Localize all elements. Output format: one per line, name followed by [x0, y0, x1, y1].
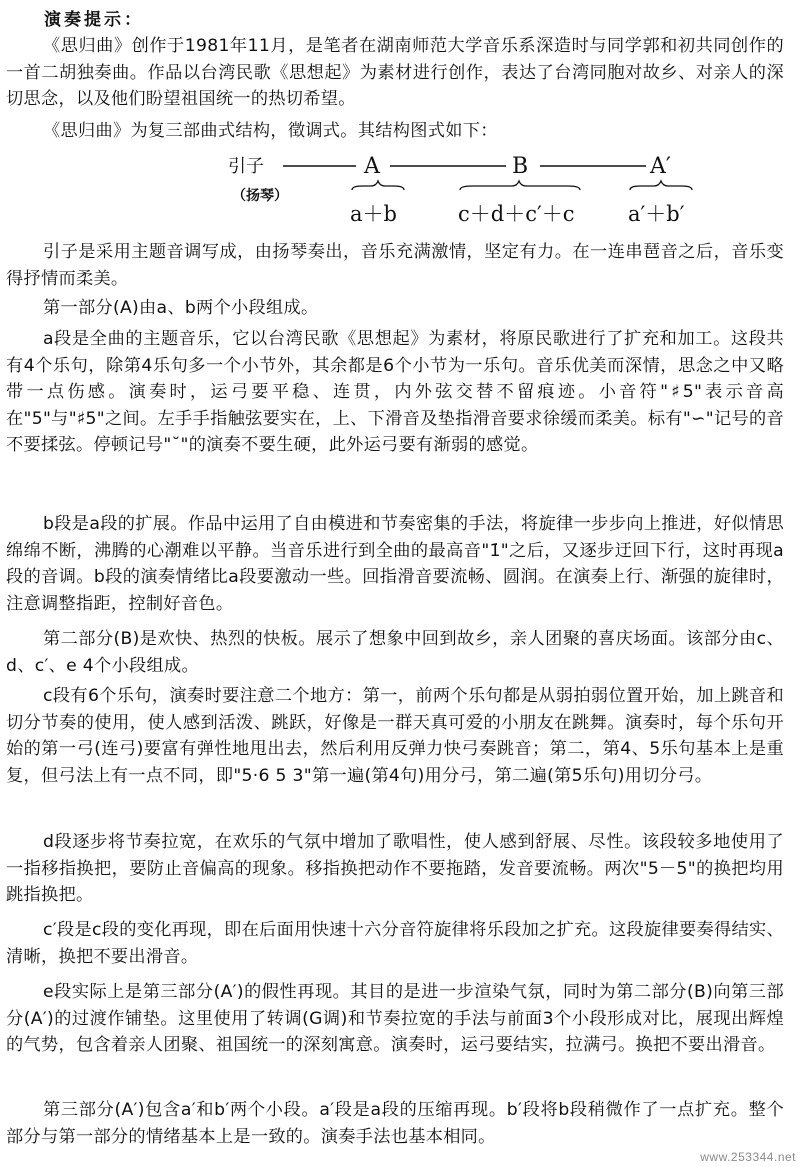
section-a-subsections: a＋b — [350, 202, 397, 226]
section-a-prime-label: A′ — [650, 154, 671, 179]
part-b-paragraph: 第二部分(B)是欢快、热烈的快板。展示了想象中回到故乡，亲人团聚的喜庆场面。该部分由c、d、c′、e 4个小段组成。 — [6, 629, 784, 676]
c-prime-section-paragraph: c′段是c段的变化再现，即在后面用快速十六分音符旋律将乐段加之扩充。这段旋律要奏得结实、清晰，换把不要出滑音。 — [6, 920, 784, 967]
part-a-prime-paragraph: 第三部分(A′)包含a′和b′两个小段。a′段是a段的压缩再现。b′段将b段稍微作了一点扩充。整个部分与第一部分的情绪基本上是一致的。演奏手法也基本相同。 — [6, 1100, 784, 1147]
brace-icon — [352, 181, 404, 190]
section-b-label: B — [512, 154, 529, 179]
brace-icon — [460, 181, 580, 190]
d-section-paragraph: d段逐步将节奏拉宽，在欢乐的气氛中增加了歌唱性，使人感到舒展、尽性。该段较多地使用了一指移指换把，要防止音偏高的现象。移指换把动作不要拖踏，发音要流畅。两次"5－5̇"的换把均用跳指换把。 — [6, 832, 784, 905]
watermark: www.253344.net — [700, 1150, 796, 1164]
intro-instrument-note: （扬琴） — [232, 188, 288, 204]
e-section-paragraph: e段实际上是第三部分(A′)的假性再现。其目的是进一步渲染气氛，同时为第二部分(B)向第三部分(A′)的过渡作铺垫。这里使用了转调(G调)和节奏拉宽的手法与前面3个小段形成对比，展现出辉煌的气势，包含着亲人团聚、祖国统一的深刻寓意。演奏时，运弓要结实，拉满弓。换把不要出滑音。 — [6, 982, 784, 1055]
brace-icon — [630, 181, 692, 190]
intro-paragraph: 《思归曲》创作于1981年11月，是笔者在湖南师范大学音乐系深造时与同学郭和初共同创作的一首二胡独奏曲。作品以台湾民歌《思想起》为素材进行创作，表达了台湾同胞对故乡、对亲人的深切思念，以及他们盼望祖国统一的热切希望。 — [6, 36, 784, 109]
section-a-label: A — [364, 154, 380, 179]
section-a-prime-subsections: a′＋b′ — [628, 202, 685, 226]
intro-label: 引子 — [228, 156, 264, 177]
intro-section-paragraph: 引子是采用主题音调写成，由扬琴奏出，音乐充满激情，坚定有力。在一连串琶音之后，音乐变得抒情而柔美。 — [6, 242, 784, 289]
section-b-subsections: c＋d＋c′＋c — [458, 202, 575, 226]
part-a-paragraph: 第一部分(A)由a、b两个小段组成。 — [43, 298, 319, 318]
form-structure-diagram — [0, 148, 800, 232]
a-section-paragraph: a段是全曲的主题音乐，它以台湾民歌《思想起》为素材，将原民歌进行了扩充和加工。这段共有4个乐句，除第4乐句多一个小节外，其余都是6个小节为一乐句。音乐优美而深情，思念之中又略带一点伤感。演奏时，运弓要平稳、连贯，内外弦交替不留痕迹。小音符"♯5"表示音高在"5"与"♯5"之间。左手手指触弦要实在，上、下滑音及垫指滑音要求徐缓而柔美。标有"∽"记号的音不要揉弦。停顿记号"˘"的演奏不要生硬，此外运弓要有渐弱的感觉。 — [6, 329, 784, 455]
b-section-paragraph: b段是a段的扩展。作品中运用了自由模进和节奏密集的手法，将旋律一步步向上推进，好似情思绵绵不断，沸腾的心潮难以平静。当音乐进行到全曲的最高音"1̇"之后，又逐步迂回下行，这时再现a段的音调。b段的演奏情绪比a段要激动一些。回指滑音要流畅、圆润。在演奏上行、渐强的旋律时，注意调整指距，控制好音色。 — [6, 514, 784, 614]
section-heading: 演奏提示： — [44, 10, 144, 30]
c-section-paragraph: c段有6个乐句，演奏时要注意二个地方：第一，前两个乐句都是从弱拍弱位置开始，加上跳音和切分节奏的使用，使人感到活泼、跳跃，好像是一群天真可爱的小朋友在跳舞。演奏时，每个乐句开始的第一弓(连弓)要富有弹性地甩出去，然后利用反弹力快弓奏跳音；第二，第4、5乐句基本上是重复，但弓法上有一点不同，即"5·6 5 3"第一遍(第4句)用分弓，第二遍(第5乐句)用切分弓。 — [6, 686, 784, 786]
structure-intro-paragraph: 《思归曲》为复三部曲式结构，徵调式。其结构图式如下： — [43, 121, 498, 141]
